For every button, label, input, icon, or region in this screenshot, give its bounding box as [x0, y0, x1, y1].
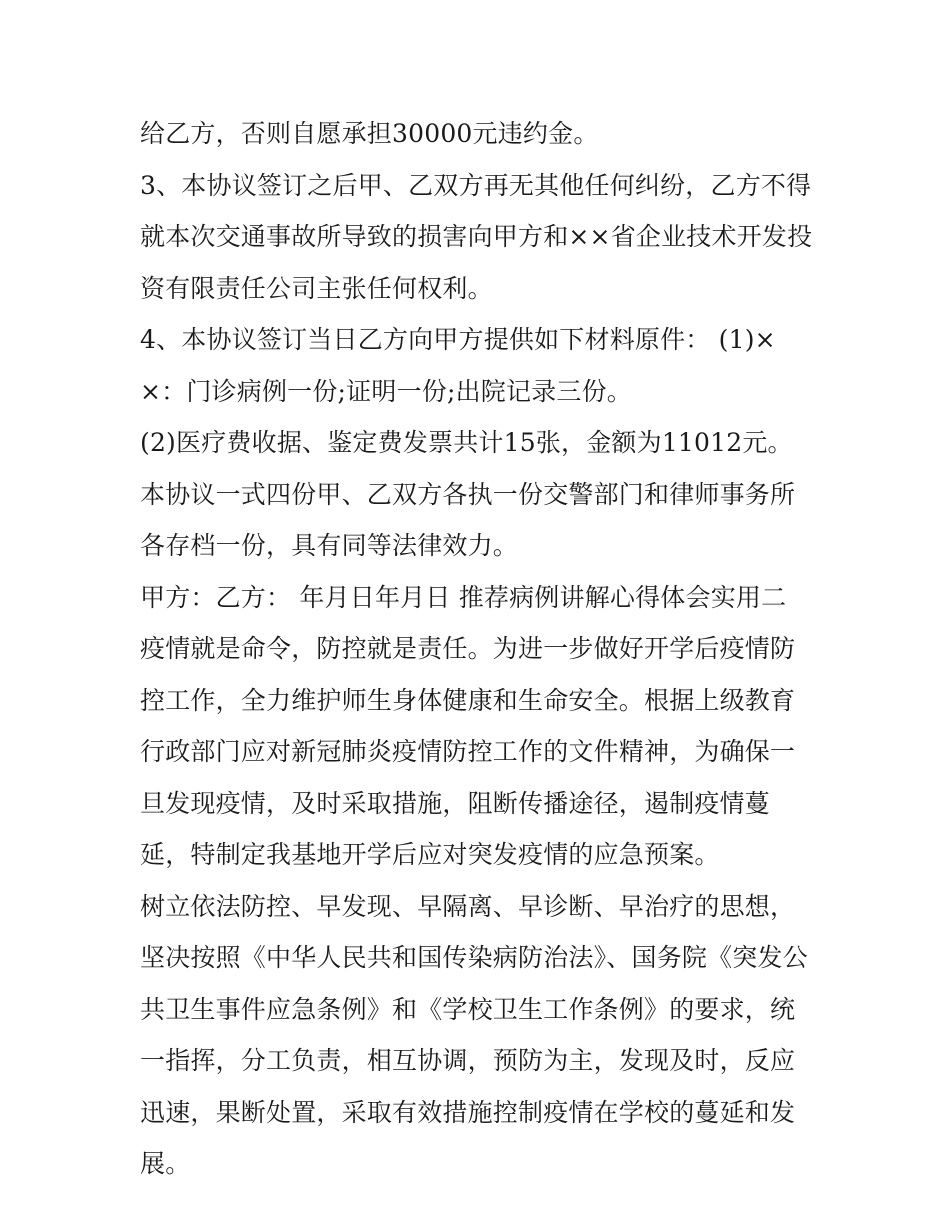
- paragraph-signatures: 甲方：乙方： 年月日年月日 推荐病例讲解心得体会实用二: [140, 582, 787, 612]
- paragraph-epidemic-intro: 疫情就是命令，防控就是责任。为进一步做好开学后疫情防控工作，全力维护师生身体健康和生命安全。根据上级教育行政部门应对新冠肺炎疫情防控工作的文件精神，为确保一旦发现疫情，及时采取措施，阻断传播途径，遏制疫情蔓延，特制定我基地开学后应对突发疫情的应急预案。: [140, 634, 796, 869]
- paragraph-clause-4: 4、本协议签订当日乙方向甲方提供如下材料原件： (1)××：门诊病例一份;证明一份;出院记录三份。: [140, 325, 776, 406]
- paragraph-receipts: (2)医疗费收据、鉴定费发票共计15张，金额为11012元。 本协议一式四份甲、乙双方各执一份交警部门和律师事务所各存档一份，具有同等法律效力。: [140, 428, 796, 560]
- paragraph-penalty: 给乙方，否则自愿承担30000元违约金。: [140, 119, 599, 148]
- paragraph-clause-3: 3、本协议签订之后甲、乙双方再无其他任何纠纷，乙方不得就本次交通事故所导致的损害向甲方和××省企业技术开发投资有限责任公司主张任何权利。: [140, 170, 813, 303]
- document-body: [140, 108, 820, 1190]
- paragraph-guiding-principles: 树立依法防控、早发现、早隔离、早诊断、早治疗的思想，坚决按照《中华人民共和国传染病防治法》、国务院《突发公共卫生事件应急条例》和《学校卫生工作条例》的要求，统一指挥，分工负责，相互协调，预防为主，发现及时，反应迅速，果断处置，采取有效措施控制疫情在学校的蔓延和发展。: [140, 891, 808, 1178]
